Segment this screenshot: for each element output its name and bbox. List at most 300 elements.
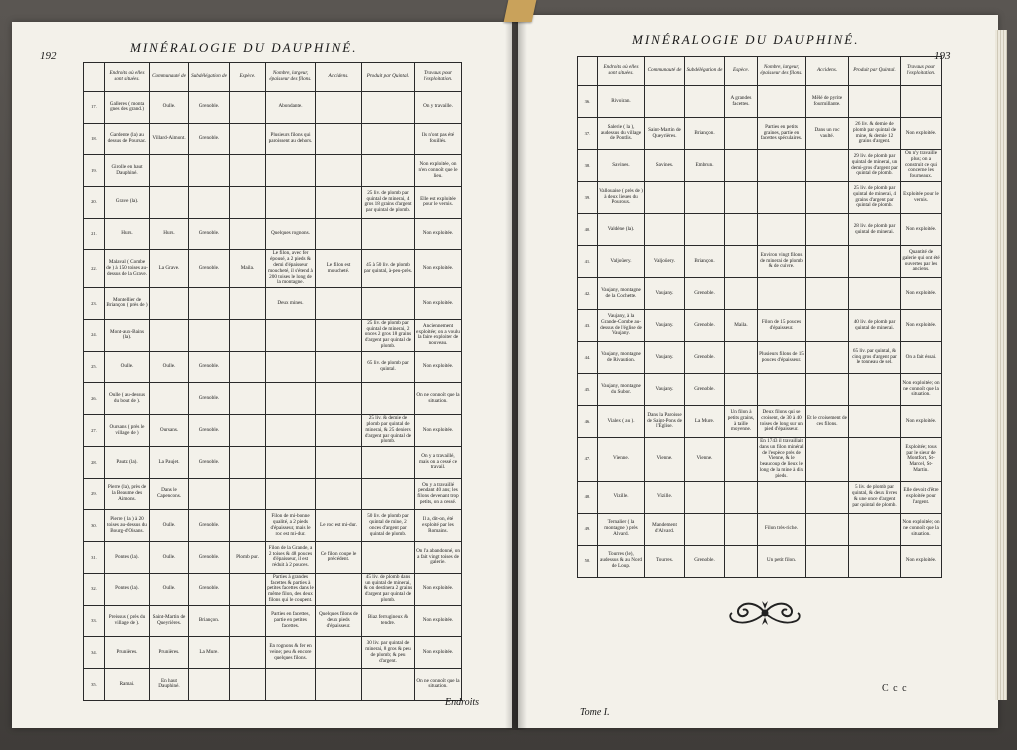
community-cell: Hurs. (150, 218, 189, 250)
fleuron-ornament-icon (726, 597, 804, 629)
number-cell: 22. (84, 250, 105, 288)
works-cell: Elle est exploitée pour le vernis. (415, 187, 462, 219)
works-cell: Exploitée pour le vernis. (901, 182, 942, 214)
left-page-number: 192 (40, 50, 57, 62)
location-cell: Pautz (la). (105, 447, 150, 479)
accidents-cell (316, 669, 362, 701)
subdelegation-cell: Grenoble. (189, 542, 230, 574)
community-cell: Vaujany. (645, 374, 685, 406)
veins-cell: En rognons & fer en veine; peu & encore quelques filons. (266, 637, 316, 669)
subdelegation-cell (189, 155, 230, 187)
table-row (84, 415, 462, 447)
subdelegation-cell (685, 513, 725, 545)
number-cell: 42. (578, 278, 598, 310)
species-cell (230, 155, 266, 187)
subdelegation-cell: Grenoble. (685, 278, 725, 310)
community-cell (645, 182, 685, 214)
community-cell: Vaujany. (645, 278, 685, 310)
location-cell: Savines. (598, 150, 645, 182)
veins-cell (266, 669, 316, 701)
veins-cell: Filon de la Grande, a 2 toises & 48 pouces d'épaisseur, il est réduit à 2 pouces. (266, 542, 316, 574)
location-cell: Vaujany, montagne de la Cochette. (598, 278, 645, 310)
location-cell: Pierre ( la ) à 20 toises au-dessus du Bourg-d'Oisans. (105, 510, 150, 542)
number-cell: 38. (578, 150, 598, 182)
species-cell (725, 278, 758, 310)
yield-cell: 25 liv. de plomb par quintal de minerai, 4 gros 18 grains d'argent par quintal de plomb. (362, 187, 415, 219)
subdelegation-cell: Grenoble. (189, 415, 230, 447)
table-row (84, 92, 462, 124)
number-cell: 47. (578, 438, 598, 482)
subdelegation-cell: Grenoble. (189, 92, 230, 124)
number-cell: 25. (84, 351, 105, 383)
table-row (84, 383, 462, 415)
location-cell: Mont-aux-Bains (la). (105, 319, 150, 351)
community-cell (150, 155, 189, 187)
community-cell: Oulle. (150, 92, 189, 124)
number-cell: 28. (84, 447, 105, 479)
location-cell: Vaujany, montagne de Rivaution. (598, 342, 645, 374)
number-cell: 40. (578, 214, 598, 246)
yield-cell: 45 à 50 liv. de plomb par quintal, à-peu-près. (362, 250, 415, 288)
location-cell: Oulle ( au-dessus du bout de ). (105, 383, 150, 415)
yield-cell: 45 liv. de plomb dans un quintal de minerai, & on destinera 2 grains d'argent par quintal de plomb. (362, 573, 415, 605)
subdelegation-cell (685, 182, 725, 214)
table-row (84, 123, 462, 155)
community-cell (645, 214, 685, 246)
location-cell: Pontes (la). (105, 542, 150, 574)
table-row (84, 510, 462, 542)
table-row (84, 319, 462, 351)
subdelegation-cell (685, 86, 725, 118)
accidents-cell (806, 278, 849, 310)
works-cell: On y a travaillé, mais on a cessé ce travail. (415, 447, 462, 479)
accidents-cell (316, 478, 362, 510)
location-cell: Grave (la). (105, 187, 150, 219)
table-row (84, 288, 462, 320)
works-cell: On a fait éssai. (901, 342, 942, 374)
table-row (578, 406, 942, 438)
species-cell (725, 438, 758, 482)
veins-cell: Le filon, avec fer épousé, a 2 pieds & demi d'épaisseur moucheté, il s'étend à 200 toises le long de la montagne. (266, 250, 316, 288)
subdelegation-cell: Briançon. (685, 246, 725, 278)
yield-cell: 50 liv. de plomb par quintal de mine, 2 onces d'argent par quintal de plomb. (362, 510, 415, 542)
species-cell: A grandes facettes. (725, 86, 758, 118)
veins-cell (758, 150, 806, 182)
accidents-cell (316, 383, 362, 415)
location-cell: Vaujany, montagne du Subor. (598, 374, 645, 406)
number-cell: 29. (84, 478, 105, 510)
table-row (578, 150, 942, 182)
species-cell (230, 510, 266, 542)
yield-cell (362, 447, 415, 479)
works-cell: Non exploitée. (415, 605, 462, 637)
table-row (578, 310, 942, 342)
yield-cell (849, 545, 901, 577)
veins-cell: Deux filons qui se croisent, de 30 à 40 toises de long sur un pied d'épaisseur. (758, 406, 806, 438)
table-row (578, 246, 942, 278)
location-cell: Rivoiran. (598, 86, 645, 118)
species-cell: Maila. (725, 310, 758, 342)
number-cell: 26. (84, 383, 105, 415)
number-cell: 20. (84, 187, 105, 219)
yield-cell (849, 406, 901, 438)
number-cell: 50. (578, 545, 598, 577)
veins-column-header: Nombre, largeur, épaisseur des filons. (266, 63, 316, 92)
community-cell: Mandement d'Alvard. (645, 513, 685, 545)
subdelegation-cell: Grenoble. (685, 310, 725, 342)
accidents-cell (316, 447, 362, 479)
yield-cell: 30 liv. par quintal de minerai, 8 gros & peu de plomb; & peu d'argent. (362, 637, 415, 669)
number-cell: 17. (84, 92, 105, 124)
veins-column-header: Nombre, largeur, épaisseur des filons. (758, 57, 806, 86)
community-column-header: Communauté de (645, 57, 685, 86)
location-cell: Vienne. (598, 438, 645, 482)
number-column-header (578, 57, 598, 86)
subdelegation-column-header: Subdélégation de (189, 63, 230, 92)
location-cell: Vizille. (598, 481, 645, 513)
community-cell: Dans le Capencons. (150, 478, 189, 510)
yield-cell: 65 liv. par quintal, & cinq gros d'argent par le tonneau de sel. (849, 342, 901, 374)
community-cell: Vaujany. (645, 310, 685, 342)
species-cell (725, 513, 758, 545)
accidents-cell (316, 415, 362, 447)
veins-cell (758, 278, 806, 310)
number-cell: 23. (84, 288, 105, 320)
subdelegation-cell (189, 669, 230, 701)
number-cell: 30. (84, 510, 105, 542)
accidents-cell: Dans un roc vaulté. (806, 118, 849, 150)
works-cell: Quantité de galerie qui ont été ouvertes par les anciens. (901, 246, 942, 278)
species-cell (725, 342, 758, 374)
works-cell: Non exploitée; on ne connoît que la situation. (901, 374, 942, 406)
veins-cell: Abondante. (266, 92, 316, 124)
left-catchword: Endroits (445, 697, 480, 708)
yield-cell: 40 liv. de plomb par quintal de minerai. (849, 310, 901, 342)
accidents-cell: Le roc est mi-dur. (316, 510, 362, 542)
veins-cell (266, 415, 316, 447)
table-row (578, 182, 942, 214)
right-footer-volume: Tome I. (580, 707, 610, 718)
subdelegation-cell (685, 214, 725, 246)
yield-cell (362, 383, 415, 415)
table-row (84, 351, 462, 383)
species-column-header: Espèce. (230, 63, 266, 92)
table-row (84, 187, 462, 219)
location-cell: Hurs. (105, 218, 150, 250)
subdelegation-cell: Grenoble. (189, 250, 230, 288)
species-cell (725, 182, 758, 214)
community-cell: Saint-Martin de Queyrières. (645, 118, 685, 150)
species-cell: Maila. (230, 250, 266, 288)
veins-cell (266, 478, 316, 510)
veins-cell: Plusieurs filons de 15 pouces d'épaisseur. (758, 342, 806, 374)
community-cell: Vaujany. (645, 342, 685, 374)
table-row (578, 214, 942, 246)
species-column-header: Espèce. (725, 57, 758, 86)
community-cell: Dans la Paroisse de Saint-Pons de l'Église. (645, 406, 685, 438)
subdelegation-cell (685, 481, 725, 513)
community-cell: Savines. (645, 150, 685, 182)
species-cell (230, 187, 266, 219)
veins-cell (758, 374, 806, 406)
location-cell: Galleres ( monta gnes des grand.) (105, 92, 150, 124)
yield-cell: 29 liv. de plomb par quintal de minerai, un demi-gros d'argent par quintal de plomb. (849, 150, 901, 182)
number-cell: 43. (578, 310, 598, 342)
accidents-cell (806, 374, 849, 406)
subdelegation-cell: Briançon. (189, 605, 230, 637)
veins-cell: Filon de mi-bonne qualité, a 2 pieds d'épaisseur, mais le roc est mi-dur. (266, 510, 316, 542)
yield-cell (362, 92, 415, 124)
community-cell: Prunières. (150, 637, 189, 669)
yield-column-header: Produit par Quintal. (849, 57, 901, 86)
accidents-cell: Ce filon coupe le précédent. (316, 542, 362, 574)
veins-cell (266, 155, 316, 187)
community-cell: Oulle. (150, 542, 189, 574)
location-cell: Valdène (la). (598, 214, 645, 246)
accidents-cell (806, 513, 849, 545)
accidents-cell (316, 319, 362, 351)
accidents-cell (806, 438, 849, 482)
species-cell (230, 351, 266, 383)
works-cell: On ne connoît que la situation. (415, 669, 462, 701)
yield-cell (849, 278, 901, 310)
subdelegation-cell: Grenoble. (189, 510, 230, 542)
table-header-row (578, 57, 942, 86)
species-cell (230, 288, 266, 320)
veins-cell (266, 319, 316, 351)
community-cell (150, 288, 189, 320)
species-cell (230, 669, 266, 701)
yield-cell (362, 669, 415, 701)
yield-cell (849, 246, 901, 278)
number-cell: 41. (578, 246, 598, 278)
accidents-cell (316, 187, 362, 219)
works-column-header: Travaux pour l'exploitation. (415, 63, 462, 92)
accidents-cell (806, 214, 849, 246)
location-cell: Vaujany, à la Grande-Combe au-dessus de l'église de Vaujany. (598, 310, 645, 342)
community-column-header: Communauté de (150, 63, 189, 92)
subdelegation-cell: Grenoble. (189, 123, 230, 155)
location-cell: Salerie ( la ), audessus du village de Pontlis. (598, 118, 645, 150)
subdelegation-cell: Briançon. (685, 118, 725, 150)
accidents-cell (316, 637, 362, 669)
works-cell: Il a, dit-on, été exploité par les Romains. (415, 510, 462, 542)
accidents-cell (806, 182, 849, 214)
yield-column-header: Produit par Quintal. (362, 63, 415, 92)
table-row (84, 669, 462, 701)
veins-cell: Quelques rognons. (266, 218, 316, 250)
yield-cell: 25 liv. de plomb par quintal de minerai, 2 onces 2 gros 18 grains d'argent par quintal de plomb. (362, 319, 415, 351)
right-footer-signature: C c c (882, 683, 908, 694)
community-cell: En haut Dauphiné. (150, 669, 189, 701)
yield-cell: 28 liv. de plomb par quintal de minerai. (849, 214, 901, 246)
right-page-number: 193 (934, 50, 951, 62)
number-cell: 45. (578, 374, 598, 406)
book-gutter (505, 15, 527, 730)
accidents-cell (316, 351, 362, 383)
table-row (578, 438, 942, 482)
species-cell (230, 92, 266, 124)
subdelegation-cell: La Mure. (685, 406, 725, 438)
community-cell (150, 187, 189, 219)
species-cell (725, 118, 758, 150)
number-cell: 39. (578, 182, 598, 214)
yield-cell: 26 liv. & demie de plomb par quintal de mine, & demie 12 grains d'argent. (849, 118, 901, 150)
works-cell: Exploitée; tous par le sieur de Montfort, St-Marcel, St-Martin. (901, 438, 942, 482)
number-cell: 18. (84, 123, 105, 155)
community-cell: Oulle. (150, 573, 189, 605)
yield-cell (362, 218, 415, 250)
table-row (578, 481, 942, 513)
table-row (84, 542, 462, 574)
location-column-header: Endroits où elles sont situées. (598, 57, 645, 86)
location-cell: Oulle. (105, 351, 150, 383)
works-cell: Non exploitée. (901, 214, 942, 246)
veins-cell (266, 447, 316, 479)
accidents-cell (806, 545, 849, 577)
number-cell: 31. (84, 542, 105, 574)
species-cell (230, 573, 266, 605)
location-cell: Valjoûery. (598, 246, 645, 278)
works-cell: Non exploitée. (415, 351, 462, 383)
location-cell: Pontes (la). (105, 573, 150, 605)
number-cell: 21. (84, 218, 105, 250)
veins-cell: Environ vingt filons de minerai de plomb & de cuivre. (758, 246, 806, 278)
location-cell: Oursans ( près le village de ) (105, 415, 150, 447)
works-cell: Ils n'ont pas été fouillés. (415, 123, 462, 155)
table-row (578, 513, 942, 545)
location-cell: Ternalier ( la montagne ) près Alvard. (598, 513, 645, 545)
table-row (84, 637, 462, 669)
works-cell: Anciennement exploitée; on a voulu la faire exploiter de nouveau. (415, 319, 462, 351)
works-cell: On y travaille. (415, 92, 462, 124)
subdelegation-cell: Vienne. (685, 438, 725, 482)
works-cell: Elle devoit d'être exploitée pour l'argent. (901, 481, 942, 513)
accidents-cell (806, 310, 849, 342)
yield-cell (362, 123, 415, 155)
works-cell: Non exploitée. (901, 406, 942, 438)
species-cell (725, 214, 758, 246)
veins-cell (758, 214, 806, 246)
works-cell: Non exploitée; on ne connoît que la situation. (901, 513, 942, 545)
yield-cell (362, 155, 415, 187)
location-column-header: Endroits où elles sont situées. (105, 63, 150, 92)
table-row (578, 342, 942, 374)
table-row (578, 86, 942, 118)
works-cell: Non exploitée. (415, 415, 462, 447)
table-header-row (84, 63, 462, 92)
species-cell (230, 415, 266, 447)
number-cell: 49. (578, 513, 598, 545)
number-column-header (84, 63, 105, 92)
subdelegation-cell: Grenoble. (685, 374, 725, 406)
works-cell: Non exploitée. (415, 218, 462, 250)
subdelegation-cell: Grenoble. (189, 447, 230, 479)
location-cell: Vialex ( au ). (598, 406, 645, 438)
table-row (84, 478, 462, 510)
community-cell: La Grave. (150, 250, 189, 288)
location-cell: Preissus ( près du village de ). (105, 605, 150, 637)
veins-cell: Parties en petits graines, partie en facettes spéculaires. (758, 118, 806, 150)
location-cell: Ramai. (105, 669, 150, 701)
veins-cell (758, 86, 806, 118)
number-cell: 37. (578, 118, 598, 150)
veins-cell: Parties à grandes facettes & parties à petites facettes dans le même filon, des deux filons qui le coupent. (266, 573, 316, 605)
bookmark-ribbon (504, 0, 537, 22)
community-cell: La Paujet. (150, 447, 189, 479)
subdelegation-column-header: Subdélégation de (685, 57, 725, 86)
works-cell: Non exploitée, on n'en connoît que le lieu. (415, 155, 462, 187)
accidents-cell (806, 342, 849, 374)
location-cell: Girolle en haut Dauphiné. (105, 155, 150, 187)
accidents-cell: Mêlé de pyrite fourmillante. (806, 86, 849, 118)
community-cell: Oursans. (150, 415, 189, 447)
subdelegation-cell: Grenoble. (189, 218, 230, 250)
number-cell: 33. (84, 605, 105, 637)
works-cell: Non exploitée. (901, 118, 942, 150)
location-cell: Prunières. (105, 637, 150, 669)
accidents-cell (316, 123, 362, 155)
location-cell: Pierre (la), près de la Beaume des Aimons. (105, 478, 150, 510)
yield-cell (362, 478, 415, 510)
subdelegation-cell: Grenoble. (189, 573, 230, 605)
subdelegation-cell: Grenoble. (685, 545, 725, 577)
yield-cell (362, 288, 415, 320)
table-row (578, 545, 942, 577)
left-mine-table (83, 62, 462, 701)
number-cell: 44. (578, 342, 598, 374)
table-row (578, 374, 942, 406)
species-cell (230, 605, 266, 637)
veins-cell: Parties en facettes, partie en petites facettes. (266, 605, 316, 637)
works-cell: Non exploitée. (415, 573, 462, 605)
yield-cell: 5 liv. de plomb par quintal, & deux livres & une once d'argent par quintal de plomb. (849, 481, 901, 513)
accidents-cell (806, 150, 849, 182)
works-cell: Non exploitée. (415, 637, 462, 669)
community-cell: Oulle. (150, 351, 189, 383)
accidents-column-header: Accidens. (806, 57, 849, 86)
works-cell: Non exploitée. (901, 278, 942, 310)
table-row (84, 605, 462, 637)
subdelegation-cell: Grenoble. (189, 383, 230, 415)
yield-cell: Biaz ferrugineux & tendre. (362, 605, 415, 637)
accidents-cell (316, 218, 362, 250)
page-edges (995, 30, 1007, 700)
accidents-cell (316, 573, 362, 605)
community-cell: Villard-Aimont. (150, 123, 189, 155)
subdelegation-cell (189, 478, 230, 510)
number-cell: 36. (578, 86, 598, 118)
species-cell (725, 374, 758, 406)
yield-cell (849, 513, 901, 545)
veins-cell (758, 481, 806, 513)
works-cell: Non exploitée. (901, 545, 942, 577)
right-mine-table (577, 56, 942, 578)
species-cell (230, 637, 266, 669)
works-cell: On y a travaillé pendant 40 ans; les filons devenant trop petits, on a cessé. (415, 478, 462, 510)
accidents-cell: Et le croisement de ces filons. (806, 406, 849, 438)
community-cell (645, 86, 685, 118)
subdelegation-cell: Grenoble. (189, 351, 230, 383)
yield-cell (362, 542, 415, 574)
veins-cell: Filon très-riche. (758, 513, 806, 545)
species-cell (230, 123, 266, 155)
works-cell: Non exploitée. (901, 310, 942, 342)
yield-cell (849, 438, 901, 482)
community-cell: Vizille. (645, 481, 685, 513)
accidents-cell (806, 246, 849, 278)
veins-cell (266, 351, 316, 383)
